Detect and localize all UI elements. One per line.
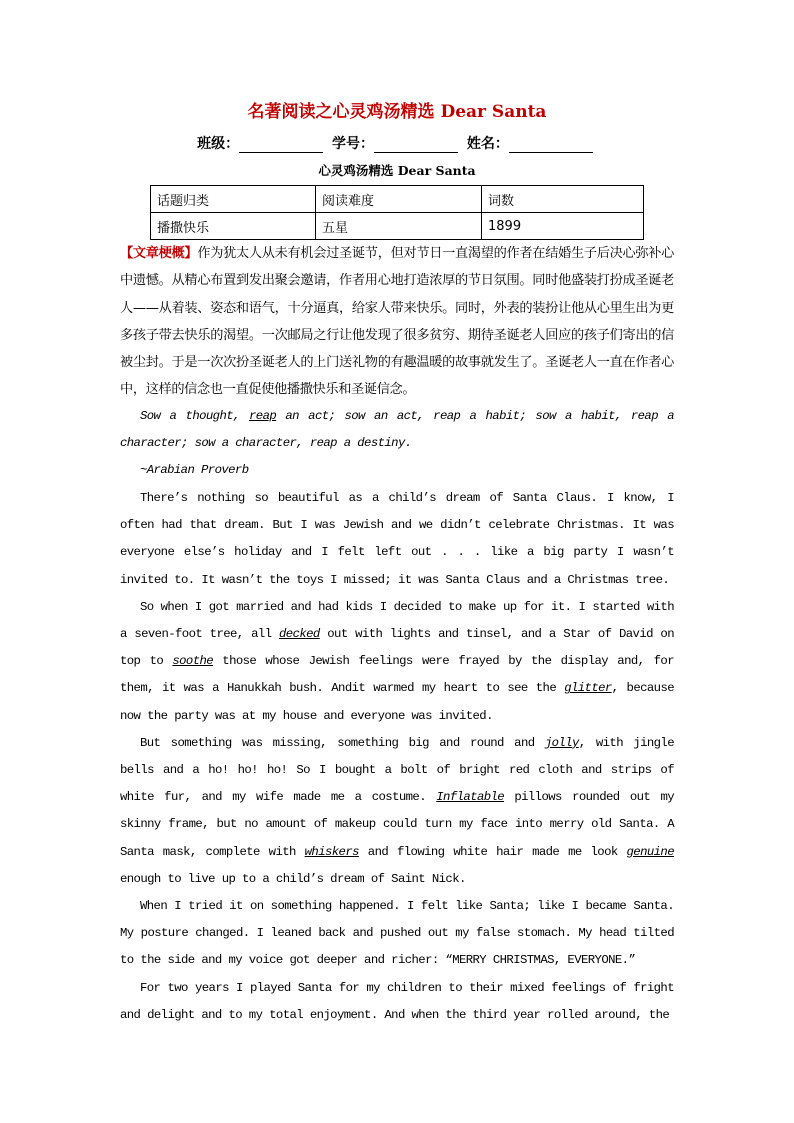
vocab-word: genuine [626, 844, 674, 859]
text-span: those whose Jewish feelings were frayed by the display and, for them, it was a Hanukkah bush. Andit warmed my heart to see the [120, 654, 674, 696]
student-info-line [0, 133, 794, 153]
vocab-word: decked [279, 627, 320, 642]
text-span: But something was missing, something big and round and [140, 735, 545, 750]
summary-tag: 【文章梗概】 [120, 246, 198, 261]
class-blank [239, 138, 323, 153]
epigraph-part: an act; sow an act, reap a habit; sow a habit, reap a character; sow a character, reap a destiny. [120, 409, 674, 451]
vocab-word: reap [249, 409, 277, 423]
paragraph: When I tried it on something happened. I felt like Santa; like I became Santa. My posture changed. I leaned back and pushed out my false stomach. My head tilted to the side and my voice got deeper and richer: “MERRY CHRISTMAS, EVERYONE.” [120, 899, 674, 968]
article-summary [120, 240, 674, 404]
text-span: So when I got married and had kids I decided to make up for it. I started with a seven-foot tree, all [120, 599, 674, 642]
text-span: , because now the party was at my house and everyone was invited. [120, 681, 675, 723]
vocab-word: glitter [564, 681, 612, 696]
paragraph [120, 594, 674, 730]
table-cell: 1899 [482, 213, 644, 240]
class-label: 班级： [197, 136, 240, 152]
text-span: out with lights and tinsel, and a Star of David on top to [120, 627, 674, 669]
vocab-word: soothe [172, 654, 214, 669]
vocab-word: Inflatable [436, 790, 505, 805]
name-label: 姓名： [466, 136, 509, 152]
summary-text: 作为犹太人从未有机会过圣诞节，但对节日一直渴望的作者在结婚生子后决心弥补心中遗憾。从精心布置到发出聚会邀请，作者用心地打造浓厚的节日氛围。同时他盛装打扮成圣诞老人——从着装、姿态和语气，十分逼真，给家人带来快乐。同时，外表的装扮让他从心里生出为更多孩子带去快乐的渴望。一次邮局之行让他发现了很多贫穷、期待圣诞老人回应的孩子们寄出的信被尘封。于是一次次扮圣诞老人的上门送礼物的有趣温暖的故事就发生了。圣诞老人一直在作者心中，这样的信念也一直促使他播撒快乐和圣诞信念。 [120, 246, 674, 398]
article-body [120, 485, 674, 1029]
student-id-blank [374, 138, 458, 153]
table-cell: 词数 [482, 186, 644, 213]
table-cell: 话题归类 [151, 186, 316, 213]
text-span: , with jingle bells and a ho! ho! ho! So I bought a bolt of bright red cloth and strips of white fur, and my wife made me a costume. [120, 735, 674, 805]
document-title: 名著阅读之心灵鸡汤精选 Dear Santa [247, 102, 547, 122]
epigraph-attribution: ~Arabian Proverb [140, 463, 249, 478]
paragraph: For two years I played Santa for my children to their mixed feelings of fright and delight and to my total enjoyment. And when the third year rolled around, the [120, 980, 674, 1022]
paragraph: There’s nothing so beautiful as a child’s dream of Santa Claus. I know, I often had that dream. But I was Jewish and we didn’t celebrate Christmas. It was everyone else’s holiday and I felt left out . . . like a big party I wasn’t invited to. It wasn’t the toys I missed; it was Santa Claus and a Christmas tree. [120, 491, 674, 587]
text-span: enough to live up to a child’s dream of Saint Nick. [120, 871, 466, 886]
student-id-label: 学号： [332, 136, 374, 152]
paragraph [120, 730, 674, 893]
epigraph [120, 403, 674, 485]
reading-info-table [150, 185, 644, 240]
table-cell: 播撒快乐 [151, 213, 316, 240]
table-row [151, 186, 644, 213]
table-cell: 五星 [316, 213, 482, 240]
section-subtitle: 心灵鸡汤精选 Dear Santa [318, 163, 476, 178]
text-span: pillows rounded out my skinny frame, but no amount of makeup could turn my face into merry old Santa. A Santa mask, complete with [120, 790, 674, 859]
table-row [151, 213, 644, 240]
table-cell: 阅读难度 [316, 186, 482, 213]
text-span: and flowing white hair made me look [358, 844, 627, 859]
epigraph-text [120, 403, 674, 457]
vocab-word: whiskers [304, 844, 359, 859]
name-blank [509, 138, 593, 153]
vocab-word: jolly [544, 735, 579, 750]
epigraph-part: Sow a thought, [140, 409, 250, 423]
